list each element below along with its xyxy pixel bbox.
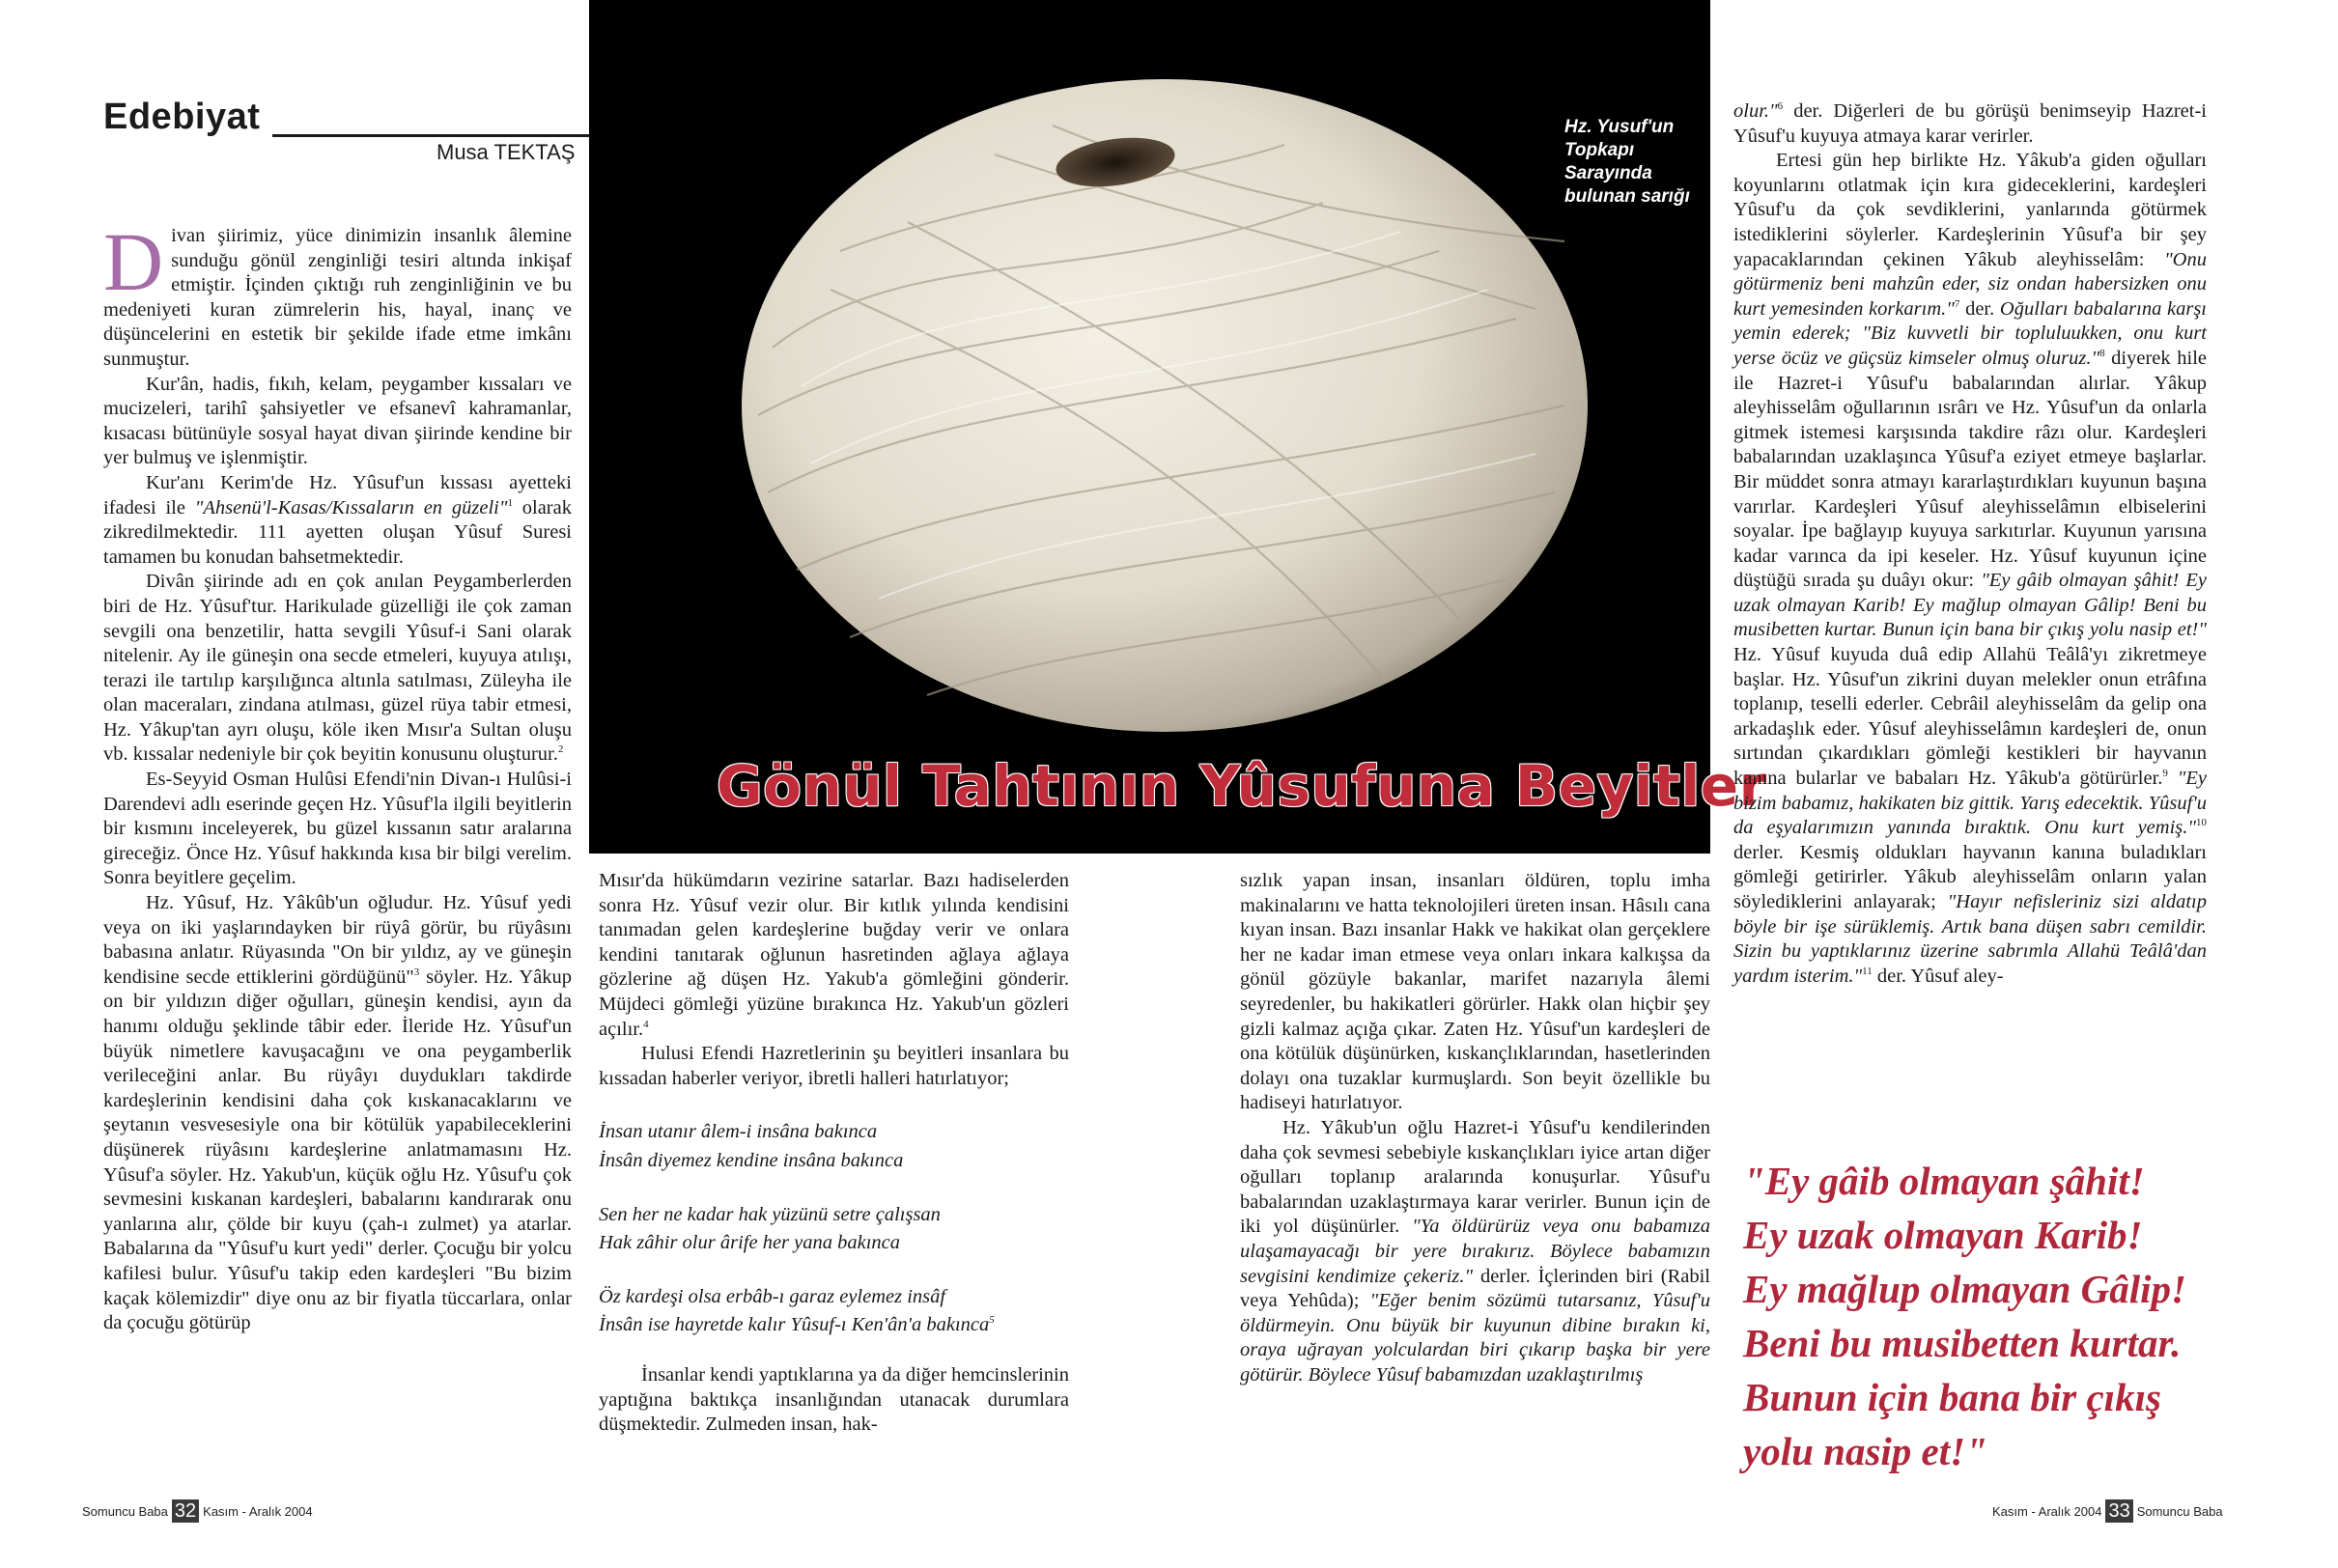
turban-photo — [589, 0, 1710, 854]
magazine-name: Somuncu Baba — [2136, 1503, 2223, 1519]
paragraph — [1240, 1116, 1710, 1388]
pull-quote-line: "Ey gâib olmayan şâhit! — [1743, 1159, 2145, 1203]
quote-text: "Ey bizim babamız, hakikaten biz gittik. Yarış edecektik. Yûsuf'u da eşyalarımızın yanında bıraktık. Onu kurt yemiş." — [1733, 768, 2207, 839]
paragraph-text: Hz. Yûsuf, Hz. Yâkûb'un oğludur. Hz. Yûsuf yedi veya on iki yaşlarındayken bir rüyâ görür, bu rüyâsını babasına anlatır. Rüyasında "On bir yıldız, ay ve güneşin kendisine secde ettiklerini gördüğünü" — [103, 892, 572, 988]
footnote-ref: 2 — [557, 743, 564, 756]
quote-text: "Ahsenü'l-Kasas/Kıssaların en güzeli" — [194, 496, 508, 518]
page-number: 33 — [2105, 1499, 2132, 1523]
paragraph-text: Ertesi gün hep birlikte Hz. Yâkub'a giden oğulları koyunlarını otlatmak için kıra gideceklerini, kardeşleri Yûsuf'u da çok sevdiklerini, yanlarında götürmek istediklerini söylerler. Kardeşlerinin Yûsuf'a bir şey yapacaklarından çekinen Yâkub aleyhisselâm: — [1733, 150, 2207, 270]
verse-line: İnsân diyemez kendine insâna bakınca — [599, 1149, 904, 1171]
footnote-ref: 4 — [643, 1018, 649, 1030]
quote-text: olur." — [1733, 100, 1778, 122]
footnote-ref: 1 — [507, 496, 513, 509]
column-3 — [1240, 869, 1710, 1387]
issue-date: Kasım - Aralık 2004 — [1992, 1503, 2102, 1519]
paragraph-text: diyerek hile ile Hazret-i Yûsuf'u babalarından alırlar. Yâkup aleyhisselâm oğullarının ısrârı ve Hz. Yûsuf'un da onlarla gitmek istemesi karşısında takdire râzı olur. Kardeşleri babalarından uzaklaşınca Yûsuf'a eziyet etmeye başlarlar. Bir müddet sonra atmayı kararlaştırdıkları kuyunun başına varırlar. Kardeşleri Yûsuf aleyhisselâmın elbiselerini soyalar. İpe bağlayıp kuyuya sarkıtırlar. Kuyunun yarısına kadar varınca da ipi keseler. Hz. Yûsuf kuyunun içine düştüğü sırada şu duâyı okur: — [1733, 347, 2207, 592]
quote-text: "Hayır nefisleriniz sizi aldatıp böyle bir işe sürüklemiş. Artık bana düşen sabrı cemildir. Sizin bu yaptıklarınız üzerine sabrımla Allahü Teâlâ'dan yardım isterim." — [1733, 891, 2208, 987]
author-name: Musa TEKTAŞ — [437, 140, 576, 164]
paragraph: Es-Seyyid Osman Hulûsi Efendi'nin Divan-ı Hulûsi-i Darendevi adlı eserinde geçen Hz. Yûsuf'la ilgili beyitlerin bir kısmını inceleyerek, bu güzel kıssanın satır aralarına gireceğiz. Önce Hz. Yûsuf hakkında kısa bir bilgi verelim. Sonra beyitlere geçelim. — [103, 769, 572, 889]
magazine-name: Somuncu Baba — [82, 1503, 168, 1519]
quote-text: "Eğer benim sözümü tutarsanız, Yûsuf'u öldürmeyin. Onu büyük bir kuyunun dibine bırakın ki, oraya uğrayan yolculardan biri çıkarıp başka bir yere götürür. Böylece Yûsuf babamızdan uzaklaştırılmış — [1240, 1290, 1710, 1386]
quote-text: "Onu götürmeniz beni mahzûn eder, siz ondan habersizken onu kurt yemesinden korkarım." — [1733, 248, 2207, 320]
quote-text: Oğulları babalarına karşı yemin ederek; "Biz kuvvetli bir topluluukken, onu kurt yerse öcüz ve güçsüz kimseler olmuş oluruz." — [1733, 297, 2207, 369]
article-title: Gönül Tahtının Yûsufuna Beyitler — [717, 753, 1767, 819]
paragraph-text: derler. İçlerinden biri (Rabil veya Yehûda); — [1240, 1265, 1711, 1312]
quote-text: "Ya öldürürüz veya onu babamıza ulaşamayacağı bir yere bırakırız. Böylece babamızın sevgisini kendimize çekeriz." — [1240, 1216, 1710, 1287]
paragraph-text: derler. Kesmiş oldukları hayvanın kanına buladıkları gömleği getirirler. Yâkub aleyhisselâm onların yalan söylediklerini anlayarak; — [1733, 841, 2207, 912]
quote-text: "Ey gâib olmayan şâhit! Ey uzak olmayan Karib! Ey mağlup olmayan Gâlip! Beni bu musibetten kurtar. Bunun için bana bir çıkış yolu nasip et!" — [1733, 570, 2207, 641]
paragraph-text: Hz. Yûsuf kuyuda duâ edip Allahü Teâlâ'yı zikretmeye başlar. Hz. Yûsuf'un zikrini duyan melekler onun etrâfına toplanıp, teselli ederler. Cebrâil aleyhisselâm da gelip ona arkadaşlık eder. Yûsuf aleyhisselâmın kardeşleri de, onun sırtından çıkardıkları gömleği kestikleri bir hayvanın kanına bularlar ve babaları Hz. Yâkub'a götürürler. — [1733, 644, 2207, 790]
photo-caption: Hz. Yusuf'un Topkapı Sarayında bulunan sarığı — [1564, 117, 1690, 207]
issue-date: Kasım - Aralık 2004 — [203, 1503, 313, 1519]
footnote-ref: 8 — [2099, 348, 2105, 360]
column-4 — [1733, 99, 2207, 989]
paragraph — [103, 215, 572, 373]
verse-line — [599, 1313, 1069, 1338]
footnote-ref: 10 — [2196, 817, 2207, 829]
footer-left — [82, 1499, 313, 1523]
footnote-ref: 9 — [2162, 768, 2168, 780]
pull-quote-line: Beni bu musibetten kurtar. — [1743, 1321, 2182, 1365]
paragraph-text: Kur'anı Kerim'de Hz. Yûsuf'un kıssası ayetteki ifadesi ile — [103, 471, 572, 518]
section-label: Edebiyat — [103, 97, 261, 137]
paragraph-text: der. Diğerleri de bu görüşü benimseyip Hazret-i Yûsuf'u kuyuya atmaya karar verirler. — [1733, 100, 2207, 147]
verse-line: Hak zâhir olur ârife her yana bakınca — [599, 1232, 901, 1254]
paragraph-text: Mısır'da hükümdarın vezirine satarlar. Bazı hadiselerden sonra Hz. Yûsuf vezir olur. Bir kıtlık yılında kendisini tanımadan gelen kardeşlerine buğday verir ve onlara kendini tanıtarak oğlunun hasretinden ağlaya ağlaya gözlerine ağ düşen Hz. Yakub'a gömleğini gönderir. Müjdeci gömleği yüzüne bırakınca Hz. Yakub'un gözleri açılır. — [599, 870, 1069, 1040]
pull-quote-line: Bunun için bana bir çıkış — [1743, 1375, 2161, 1419]
footer-right — [1992, 1499, 2223, 1523]
paragraph-text: Hz. Yâkub'un oğlu Hazret-i Yûsuf'u kendilerinden daha çok sevmesi sebebiyle kıskançlıkları iyice artan diğer oğulları toplanıp aralarında konuşurlar. Yûsuf'u babalarından uzaklaştırmaya karar verirler. Bunun için de iki yol düşünürler. — [1240, 1116, 1710, 1238]
paragraph-text: Divân şiirinde adı en çok anılan Peygamberlerden biri de Hz. Yûsuf'tur. Harikulade güzelliği ile çok zaman sevgili ona benzetilir, hatta sevgili Yûsuf-i Sani olarak nitelenir. Ay ile güneşin ona secde etmeleri, kuyuya atılışı, terazi ile tartılıp karşılığınca altınla satılması, Züleyha ile olan maceraları, zindana atılması, güzel rüya tabir etmesi, Hz. Yâkup'tan ayrı oluşu, köle iken Mısır'a Sultan oluşu vb. kıssalar nedeniyle bir çok beyitin konusunu oluşturur. — [103, 571, 572, 766]
paragraph-text: söyler. Hz. Yâkup on bir yıldızın diğer oğulları, güneşin kendisi, ayın da hanımı olduğu şeklinde tâbir eder. İleride Hz. Yûsuf'un büyük nimetlere kavuşacağını ve ona peygamberlik verileceğini anlar. Bu rüyâyı duydukları takdirde kardeşlerinin kendisini daha çok kıskanacaklarını ve şeytanın vesvesesiyle ona bir kötülük yapabileceklerini düşünerek rüyâsını kardeşlerine anlatmamasını Hz. Yûsuf'a söyler. Hz. Yakub'un, küçük oğlu Hz. Yûsuf'u çok sevmesini kıskanan kardeşleri, babalarını kandırarak onu yanlarına alır, çölde bir kuyu (çah-ı zulmet) ya atarlar. Babalarına da "Yûsuf'u kurt yedi" derler. Çocuğu bir yolcu kafilesi bulur. Yûsuf'u takip eden kardeşleri "Bu bizim kaçak kölemizdir" diye onu az bir fiyatla tüccarlara, onlar da çocuğu götürüp — [103, 966, 572, 1334]
verse-text: İnsân ise hayretde kalır Yûsuf-ı Ken'ân'a bakınca — [599, 1314, 990, 1336]
paragraph-text: olarak zikredilmektedir. 111 ayetten oluşan Yûsuf Suresi tamamen bu konudan bahsetmektedir. — [103, 496, 572, 568]
footnote-ref: 6 — [1777, 100, 1784, 113]
pull-quote-line: Ey mağlup olmayan Gâlip! — [1743, 1267, 2187, 1311]
column-2 — [599, 869, 1069, 1438]
column-1 — [103, 215, 572, 1336]
verse-line: Öz kardeşi olsa erbâb-ı garaz eylemez insâf — [599, 1285, 946, 1307]
paragraph: İnsanlar kendi yaptıklarına ya da diğer hemcinslerinin yaptığına baktıkça insanlığından utanacak durumlara düşmektedir. Zulmeden insan, hak- — [599, 1363, 1069, 1436]
footnote-ref: 5 — [989, 1314, 995, 1327]
paragraph-text: der. Yûsuf aley- — [1872, 965, 2004, 987]
section-rule — [272, 134, 591, 137]
paragraph — [1733, 149, 2207, 989]
turban-illustration — [589, 0, 1710, 854]
paragraph-text: ivan şiirimiz, yüce dinimizin insanlık âlemine sunduğu gönül zenginliği tesiri altında inkişaf etmiştir. İçinden çıktığı ruh zenginliğinin ve bu medeniyeti kuran zümrelerin his, hayal, inanç ve düşüncelerini en estetik bir şekilde ifade etme imkânı sunmuştur. — [103, 225, 572, 370]
paragraph-text: der. — [1959, 297, 2000, 320]
page-number: 32 — [172, 1499, 199, 1523]
paragraph: Hulusi Efendi Hazretlerinin şu beyitleri insanlara bu kıssadan haberler veriyor, ibretli halleri hatırlatıyor; — [599, 1043, 1069, 1089]
footnote-ref: 3 — [413, 966, 420, 978]
verse-line: Sen her ne kadar hak yüzünü setre çalışsan — [599, 1203, 941, 1225]
paragraph — [103, 891, 572, 1336]
pull-quote — [1743, 1154, 2284, 1478]
paragraph — [1733, 99, 2207, 149]
drop-cap: D — [103, 215, 164, 308]
paragraph — [103, 570, 572, 768]
paragraph — [599, 869, 1069, 1042]
paragraph — [103, 471, 572, 570]
paragraph: sızlık yapan insan, insanları öldüren, toplu imha makinalarını ve hatta teknolojileri üreten insan. Hâsılı cana kıyan insan. Bazı insanlar Hakk ve hakikat olan gerçeklere her ne kadar iman etmese veya onları inkara kalkışsa da gönül gözüyle bakanlar, marifet nazarıyla âlemi seyredenler, bu hakikatleri görürler. Hakk olan hiçbir şey gizli kalmaz açığa çıkar. Zaten Hz. Yûsuf'un kardeşleri de ona kötülük düşünürken, kıskançlıklarından, hasetlerinden dolayı ona tuzaklar kurmuşlardı. Son beyit özellikle bu hadiseyi hatırlatıyor. — [1240, 870, 1710, 1114]
footnote-ref: 7 — [1954, 297, 1960, 310]
pull-quote-line: Ey uzak olmayan Karib! — [1743, 1213, 2143, 1257]
pull-quote-line: yolu nasip et!" — [1743, 1429, 1987, 1473]
footnote-ref: 11 — [1862, 965, 1873, 977]
verse-line: İnsan utanır âlem-i insâna bakınca — [599, 1121, 878, 1143]
paragraph: Kur'ân, hadis, fıkıh, kelam, peygamber kıssaları ve mucizeleri, tarihî şahsiyetler ve efsanevî kahramanlar, kısacası bütünüyle sosyal hayat divan şiirinde kendine bir yer bulmuş ve işlenmiştir. — [103, 373, 572, 469]
